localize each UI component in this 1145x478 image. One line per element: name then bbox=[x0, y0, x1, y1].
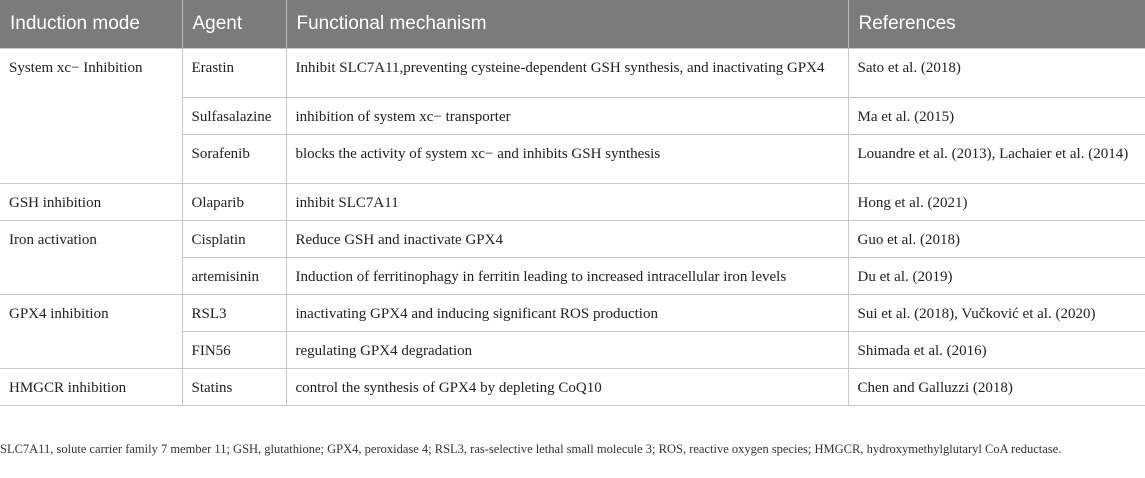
agent-cell: Cisplatin bbox=[182, 220, 286, 257]
references-cell: Du et al. (2019) bbox=[848, 257, 1145, 294]
references-cell: Chen and Galluzzi (2018) bbox=[848, 368, 1145, 405]
induction-mode-cell: System xc− Inhibition bbox=[0, 48, 182, 183]
mechanism-cell: inhibit SLC7A11 bbox=[286, 183, 848, 220]
agent-cell: Sulfasalazine bbox=[182, 97, 286, 134]
mechanism-cell: regulating GPX4 degradation bbox=[286, 331, 848, 368]
mechanism-cell: inactivating GPX4 and inducing significant ROS production bbox=[286, 294, 848, 331]
induction-mode-cell: HMGCR inhibition bbox=[0, 368, 182, 405]
mechanism-cell: Induction of ferritinophagy in ferritin leading to increased intracellular iron levels bbox=[286, 257, 848, 294]
agent-cell: Olaparib bbox=[182, 183, 286, 220]
agent-cell: artemisinin bbox=[182, 257, 286, 294]
table-row bbox=[0, 183, 1145, 220]
mechanism-cell: blocks the activity of system xc− and inhibits GSH synthesis bbox=[286, 134, 848, 183]
table-row bbox=[0, 368, 1145, 405]
agent-cell: Statins bbox=[182, 368, 286, 405]
references-cell: Louandre et al. (2013), Lachaier et al. (2014) bbox=[848, 134, 1145, 183]
table-row bbox=[0, 220, 1145, 257]
references-cell: Sui et al. (2018), Vučković et al. (2020) bbox=[848, 294, 1145, 331]
mechanism-cell: control the synthesis of GPX4 by depleting CoQ10 bbox=[286, 368, 848, 405]
references-cell: Sato et al. (2018) bbox=[848, 48, 1145, 97]
references-cell: Ma et al. (2015) bbox=[848, 97, 1145, 134]
agent-cell: FIN56 bbox=[182, 331, 286, 368]
mechanism-cell: Inhibit SLC7A11,preventing cysteine-dependent GSH synthesis, and inactivating GPX4 bbox=[286, 48, 848, 97]
references-cell: Shimada et al. (2016) bbox=[848, 331, 1145, 368]
table-row bbox=[0, 48, 1145, 97]
agent-cell: Sorafenib bbox=[182, 134, 286, 183]
induction-mode-cell: GSH inhibition bbox=[0, 183, 182, 220]
mechanism-cell: Reduce GSH and inactivate GPX4 bbox=[286, 220, 848, 257]
table-body bbox=[0, 48, 1145, 405]
agent-cell: Erastin bbox=[182, 48, 286, 97]
header-agent: Agent bbox=[182, 0, 286, 48]
references-cell: Hong et al. (2021) bbox=[848, 183, 1145, 220]
table-row bbox=[0, 294, 1145, 331]
table-footnote: SLC7A11, solute carrier family 7 member 11; GSH, glutathione; GPX4, peroxidase 4; RSL3, ras-selective lethal small molecule 3; ROS, reactive oxygen species; HMGCR, hydroxymethylglutaryl CoA reductase. bbox=[0, 442, 1062, 456]
header-induction-mode: Induction mode bbox=[0, 0, 182, 48]
induction-mode-cell: GPX4 inhibition bbox=[0, 294, 182, 368]
header-row bbox=[0, 0, 1145, 48]
induction-mode-cell: Iron activation bbox=[0, 220, 182, 294]
header-references: References bbox=[848, 0, 1145, 48]
header-functional-mechanism: Functional mechanism bbox=[286, 0, 848, 48]
references-cell: Guo et al. (2018) bbox=[848, 220, 1145, 257]
agent-cell: RSL3 bbox=[182, 294, 286, 331]
mechanism-cell: inhibition of system xc− transporter bbox=[286, 97, 848, 134]
table-header bbox=[0, 0, 1145, 48]
